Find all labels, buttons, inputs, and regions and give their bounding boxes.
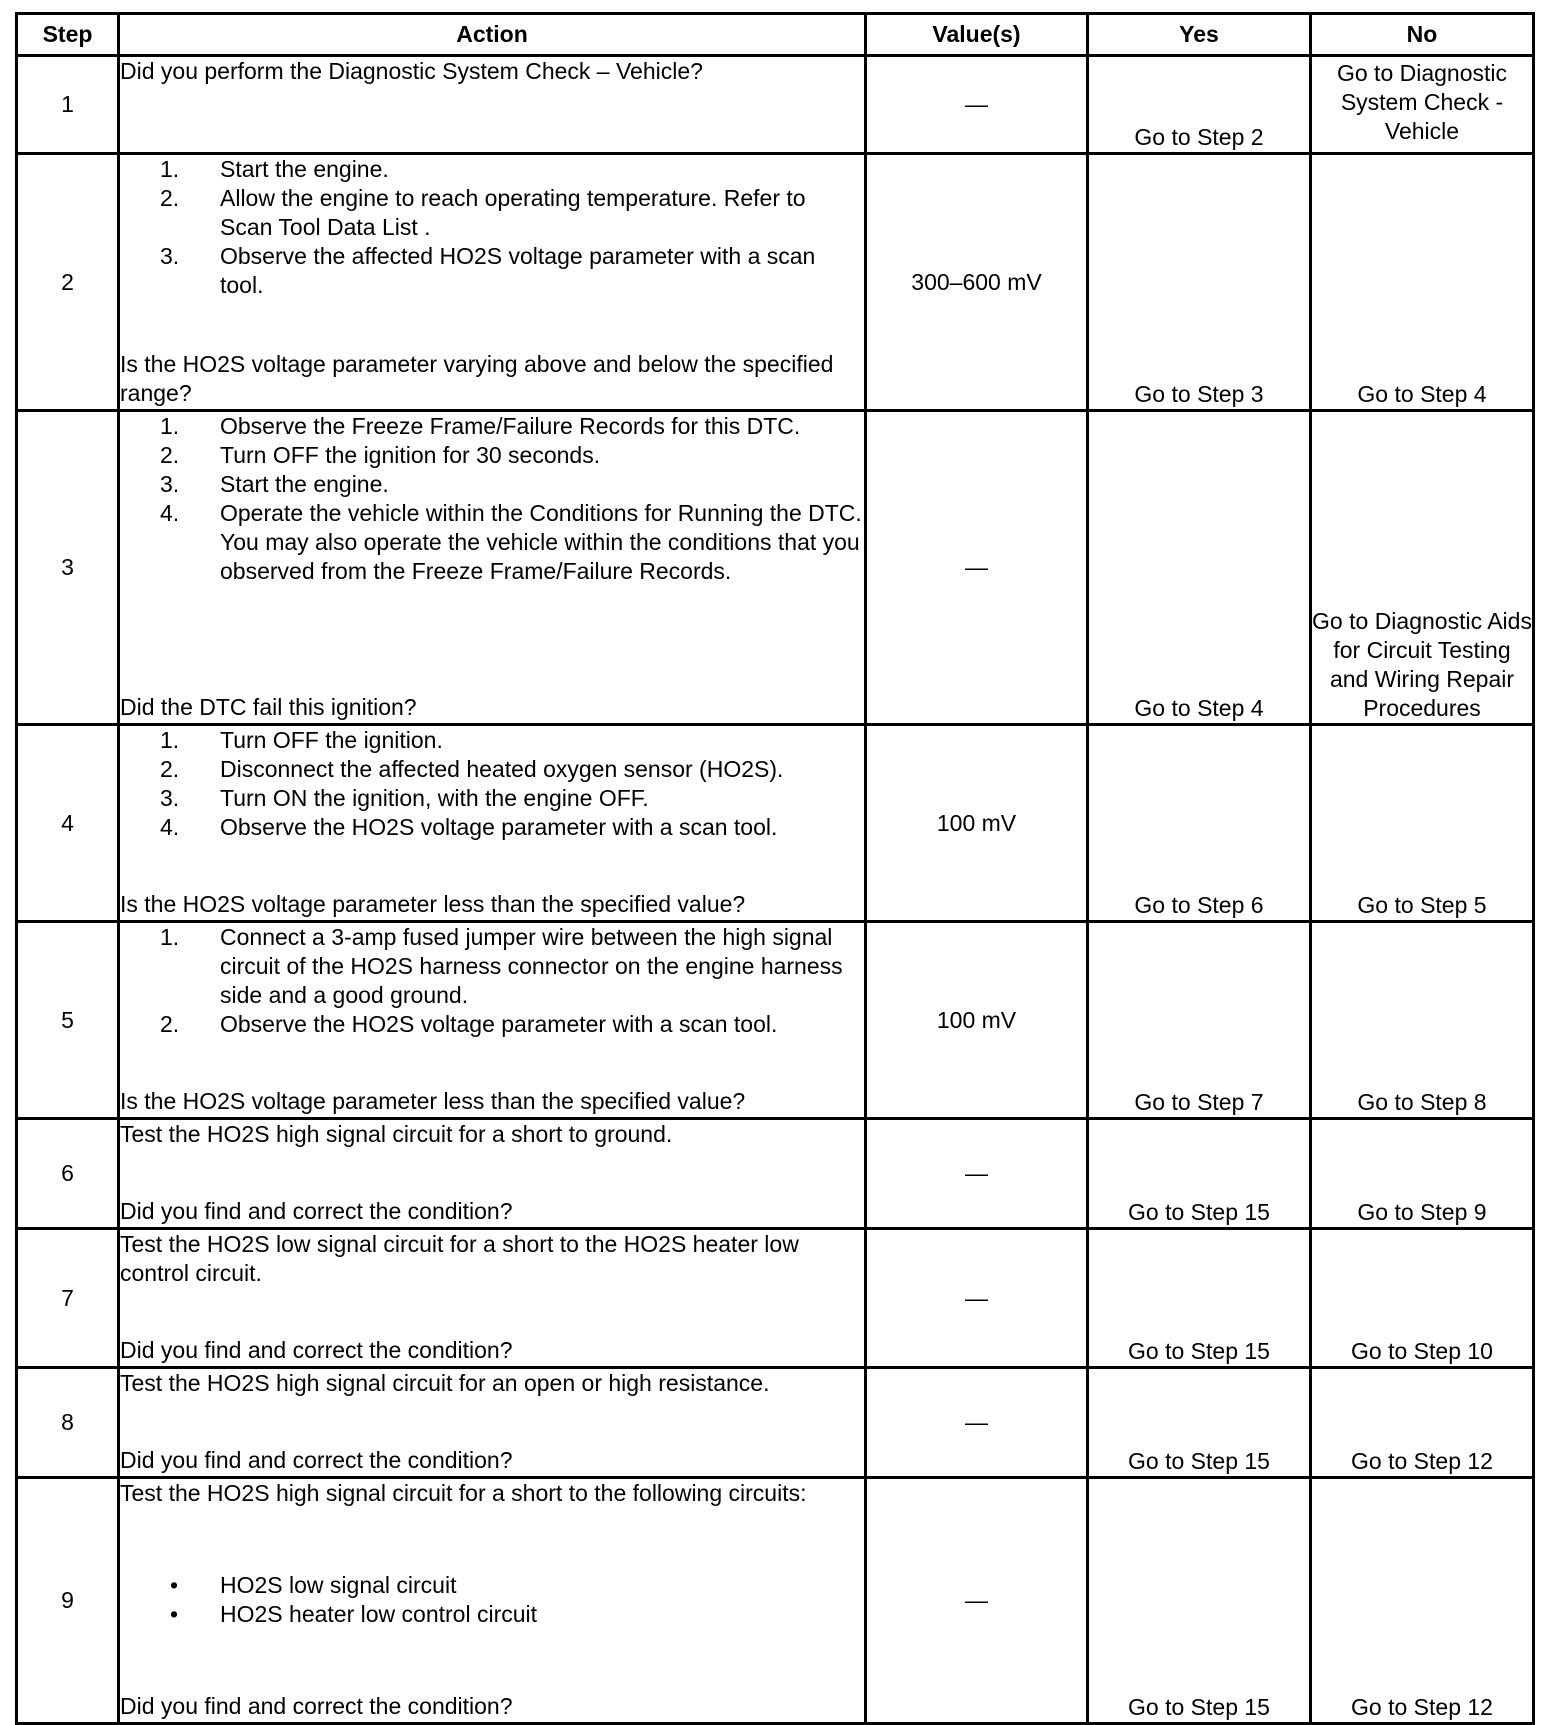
table-row [17,154,1534,411]
yes-cell: Go to Step 4 [1088,411,1311,725]
question-text: Did you find and correct the condition? [120,1337,513,1363]
bullet-icon: • [170,1601,179,1627]
yes-cell: Go to Step 15 [1088,1229,1311,1368]
no-cell: Go to Diagnostic System Check - Vehicle [1311,56,1534,154]
no-cell: Go to Step 8 [1311,922,1534,1119]
value-cell: — [866,1119,1088,1229]
action-text: Did you perform the Diagnostic System Check – Vehicle? [120,58,703,84]
no-cell: Go to Step 9 [1311,1119,1534,1229]
header-step: Step [17,14,119,56]
action-text: Test the HO2S high signal circuit for an open or high resistance. [120,1370,770,1396]
question-text: Did the DTC fail this ignition? [120,694,417,720]
list-item: • HO2S heater low control circuit [120,1600,864,1629]
list-item: 1. Turn OFF the ignition. [160,727,443,753]
list-item: 3. Turn ON the ignition, with the engine OFF. [160,785,649,811]
list-item: 3. Start the engine. [160,471,389,497]
question-text: Is the HO2S voltage parameter less than the specified value? [120,891,746,917]
step-number: 5 [17,922,119,1119]
list-item: 4. Operate the vehicle within the Conditions for Running the DTC. You may also operate the vehicle within the conditions that you observed from the Freeze Frame/Failure Records. [160,500,862,584]
value-cell: — [866,1229,1088,1368]
value-cell: — [866,1368,1088,1478]
action-text: Test the HO2S high signal circuit for a short to the following circuits: [120,1480,807,1506]
no-cell: Go to Step 10 [1311,1229,1534,1368]
procedure-list [120,923,864,1039]
yes-cell: Go to Step 2 [1088,56,1311,154]
value-cell: 100 mV [866,725,1088,922]
list-item: 1. Observe the Freeze Frame/Failure Records for this DTC. [160,413,801,439]
circuit-list [120,1571,864,1629]
list-item: 4. Observe the HO2S voltage parameter with a scan tool. [160,814,778,840]
value-cell: — [866,1478,1088,1724]
procedure-list [120,155,864,300]
no-cell: Go to Step 4 [1311,154,1534,411]
action-cell [119,1368,866,1478]
bullet-icon: • [170,1572,179,1598]
table-row [17,1119,1534,1229]
table-row [17,725,1534,922]
yes-cell: Go to Step 15 [1088,1368,1311,1478]
list-item: 3. Observe the affected HO2S voltage parameter with a scan tool. [160,243,816,298]
question-text: Is the HO2S voltage parameter less than the specified value? [120,1088,746,1114]
step-number: 1 [17,56,119,154]
yes-cell: Go to Step 7 [1088,922,1311,1119]
list-item: • HO2S low signal circuit [120,1571,864,1600]
list-item: 2. Turn OFF the ignition for 30 seconds. [160,442,601,468]
action-cell [119,922,866,1119]
no-cell: Go to Step 12 [1311,1368,1534,1478]
step-number: 7 [17,1229,119,1368]
action-cell [119,1229,866,1368]
header-yes: Yes [1088,14,1311,56]
list-item: 2. Allow the engine to reach operating temperature. Refer to Scan Tool Data List . [160,185,806,240]
procedure-list [120,412,864,586]
yes-cell: Go to Step 3 [1088,154,1311,411]
action-text: Test the HO2S low signal circuit for a short to the HO2S heater low control circuit. [120,1231,799,1286]
diagnostic-table [15,12,1535,1725]
question-text: Is the HO2S voltage parameter varying above and below the specified range? [120,351,834,406]
table-row [17,411,1534,725]
procedure-list [120,726,864,842]
step-number: 4 [17,725,119,922]
yes-cell: Go to Step 15 [1088,1478,1311,1724]
value-cell: — [866,56,1088,154]
list-item: 2. Disconnect the affected heated oxygen sensor (HO2S). [160,756,784,782]
table-row [17,1368,1534,1478]
list-item: 1. Start the engine. [160,156,389,182]
table-row [17,922,1534,1119]
action-cell [119,1478,866,1724]
table-row [17,56,1534,154]
action-cell [119,154,866,411]
action-cell [119,411,866,725]
table-row [17,1229,1534,1368]
action-cell [119,56,866,154]
diagnostic-table-page [15,12,1532,1725]
no-cell: Go to Step 12 [1311,1478,1534,1724]
list-item: 1. Connect a 3-amp fused jumper wire between the high signal circuit of the HO2S harness connector on the engine harness side and a good ground. [160,924,843,1008]
header-values: Value(s) [866,14,1088,56]
step-number: 3 [17,411,119,725]
question-text: Did you find and correct the condition? [120,1198,513,1224]
step-number: 2 [17,154,119,411]
question-text: Did you find and correct the condition? [120,1693,513,1719]
yes-cell: Go to Step 15 [1088,1119,1311,1229]
question-text: Did you find and correct the condition? [120,1447,513,1473]
step-number: 8 [17,1368,119,1478]
step-number: 9 [17,1478,119,1724]
action-cell [119,1119,866,1229]
table-row [17,1478,1534,1724]
header-row [17,14,1534,56]
yes-cell: Go to Step 6 [1088,725,1311,922]
step-number: 6 [17,1119,119,1229]
action-text: Test the HO2S high signal circuit for a short to ground. [120,1121,673,1147]
list-item: 2. Observe the HO2S voltage parameter with a scan tool. [160,1011,778,1037]
value-cell: — [866,411,1088,725]
header-action: Action [119,14,866,56]
no-cell: Go to Diagnostic Aids for Circuit Testing and Wiring Repair Procedures [1311,411,1534,725]
action-cell [119,725,866,922]
no-cell: Go to Step 5 [1311,725,1534,922]
value-cell: 100 mV [866,922,1088,1119]
header-no: No [1311,14,1534,56]
value-cell: 300–600 mV [866,154,1088,411]
